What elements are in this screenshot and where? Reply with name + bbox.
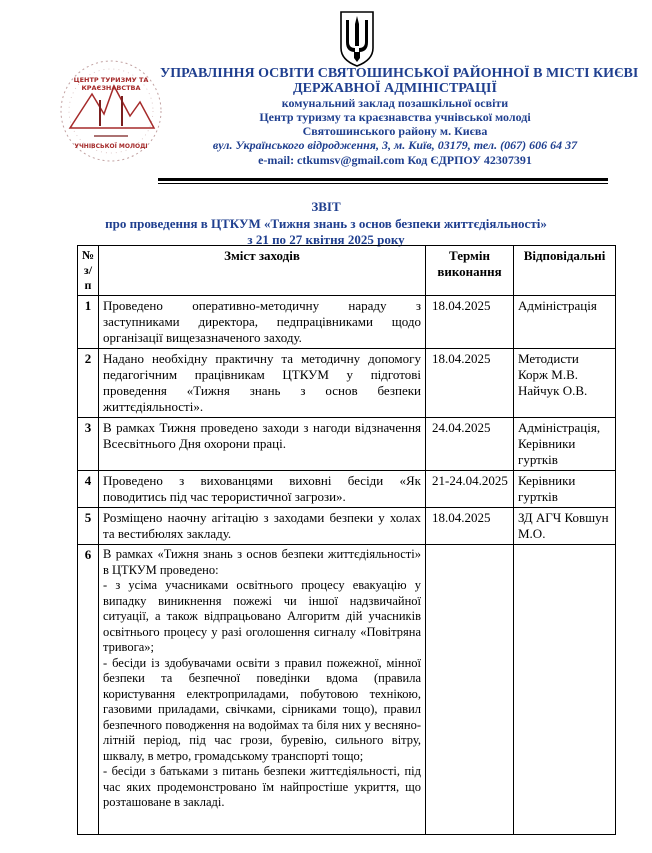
svg-text:КРАЄЗНАВСТВА: КРАЄЗНАВСТВА (81, 84, 141, 92)
row-resp: Методисти Корж М.В. Найчук О.В. (514, 349, 616, 418)
header-content: Зміст заходів (99, 246, 426, 296)
header-term: Термін виконання (426, 246, 514, 296)
svg-text:УЧНІВСЬКОЇ МОЛОДІ: УЧНІВСЬКОЇ МОЛОДІ (74, 143, 148, 150)
row-resp: Адміністрація (514, 296, 616, 349)
organization-logo-icon (52, 56, 170, 166)
row-content-item: - бесіди із здобувачами освіти з правил пожежної, мінної безпеки та безпечної поведінки вдома (правила користування електроприладами, побутовою технікою, газовими приладами, свічками, сірниками тощо), правил безпечного поводження на водоймах та біля них у весняно-літній період, під час грози, буревію, сильного вітру, шквалу, в метро, громадському транспорті тощо; (103, 655, 421, 763)
row-num: 5 (78, 508, 99, 545)
org-name-line2: ДЕРЖАВНОЇ АДМІНІСТРАЦІЇ (293, 81, 497, 96)
svg-text:ЦЕНТР ТУРИЗМУ ТА: ЦЕНТР ТУРИЗМУ ТА (73, 76, 149, 84)
row-content (99, 545, 426, 835)
table-row (78, 296, 616, 349)
org-address: вул. Українського відродження, 3, м. Київ, 03179, тел. (067) 606 64 37 (212, 138, 578, 152)
row-term: 24.04.2025 (426, 418, 514, 471)
row-num: 4 (78, 471, 99, 508)
row-term: 18.04.2025 (426, 508, 514, 545)
table-row (78, 545, 616, 835)
row-content: Проведено з вихованцями виховні бесіди «Як поводитись під час терористичної загрози». (99, 471, 426, 508)
row-content-item: - з усіма учасниками освітнього процесу евакуацію у випадку виникнення пожежі чи іншої надзвичайної ситуації, а також відпрацьовано Алгоритм дій учасників освітнього процесу у разі оголошення сигналу «Повітряна тривога»; (103, 578, 421, 654)
report-dates: з 21 по 27 квітня 2025 року (247, 232, 405, 247)
header-resp: Відповідальні (514, 246, 616, 296)
row-term: 18.04.2025 (426, 349, 514, 418)
header-num: № з/п (78, 246, 99, 296)
org-center-name: Центр туризму та краєзнавства учнівської молоді (259, 110, 531, 124)
row-content: Надано необхідну практичну та методичну допомогу педагогічним працівникам ЦТКУМ у підготові проведення «Тижня знань з основ безпеки життєдіяльності». (99, 349, 426, 418)
row-term: 18.04.2025 (426, 296, 514, 349)
row-term: 21-24.04.2025 (426, 471, 514, 508)
report-title: ЗВІТ (311, 199, 341, 214)
org-name-line1: УПРАВЛІННЯ ОСВІТИ СВЯТОШИНСЬКОЇ РАЙОННОЇ В МІСТІ КИЄВІ (160, 66, 639, 81)
org-type: комунальний заклад позашкільної освіти (281, 96, 509, 110)
row-content: Проведено оперативно-методичну нараду з заступниками директора, педпрацівниками щодо організації вищезазначеного заходу. (99, 296, 426, 349)
table-row (78, 349, 616, 418)
row-num: 6 (78, 545, 99, 835)
row-content: В рамках Тижня проведено заходи з нагоди відзначення Всесвітнього Дня охорони праці. (99, 418, 426, 471)
row-num: 2 (78, 349, 99, 418)
row-resp: Керівники гуртків (514, 471, 616, 508)
table-row (78, 508, 616, 545)
table-row (78, 418, 616, 471)
row-resp: Адміністрація, Керівники гуртків (514, 418, 616, 471)
coat-of-arms-icon (337, 8, 377, 68)
row-resp: ЗД АГЧ Ковшун М.О. (514, 508, 616, 545)
row-content: Розміщено наочну агітацію з заходами безпеки у холах та вестибюлях закладу. (99, 508, 426, 545)
row-num: 1 (78, 296, 99, 349)
row-content-item: - бесіди з батьками з питань безпеки життєдіяльності, під час яких продемонстровано їм найпростіше укриття, що розташоване в закладі. (103, 764, 421, 809)
row-num: 3 (78, 418, 99, 471)
header-divider-thick (158, 178, 608, 181)
row-content-intro: В рамках «Тижня знань з основ безпеки життєдіяльності» в ЦТКУМ проведено: (103, 547, 421, 577)
table-header-row (78, 246, 616, 296)
report-subtitle: про проведення в ЦТКУМ «Тижня знань з основ безпеки життєдіяльності» (105, 216, 547, 231)
org-contacts: e-mail: ctkumsv@gmail.com Код ЄДРПОУ 42307391 (258, 153, 532, 167)
activities-table (77, 245, 616, 835)
row-resp (514, 545, 616, 835)
table-row (78, 471, 616, 508)
row-term (426, 545, 514, 835)
org-district: Святошинського району м. Києва (302, 124, 488, 138)
header-divider-thin (158, 183, 608, 184)
